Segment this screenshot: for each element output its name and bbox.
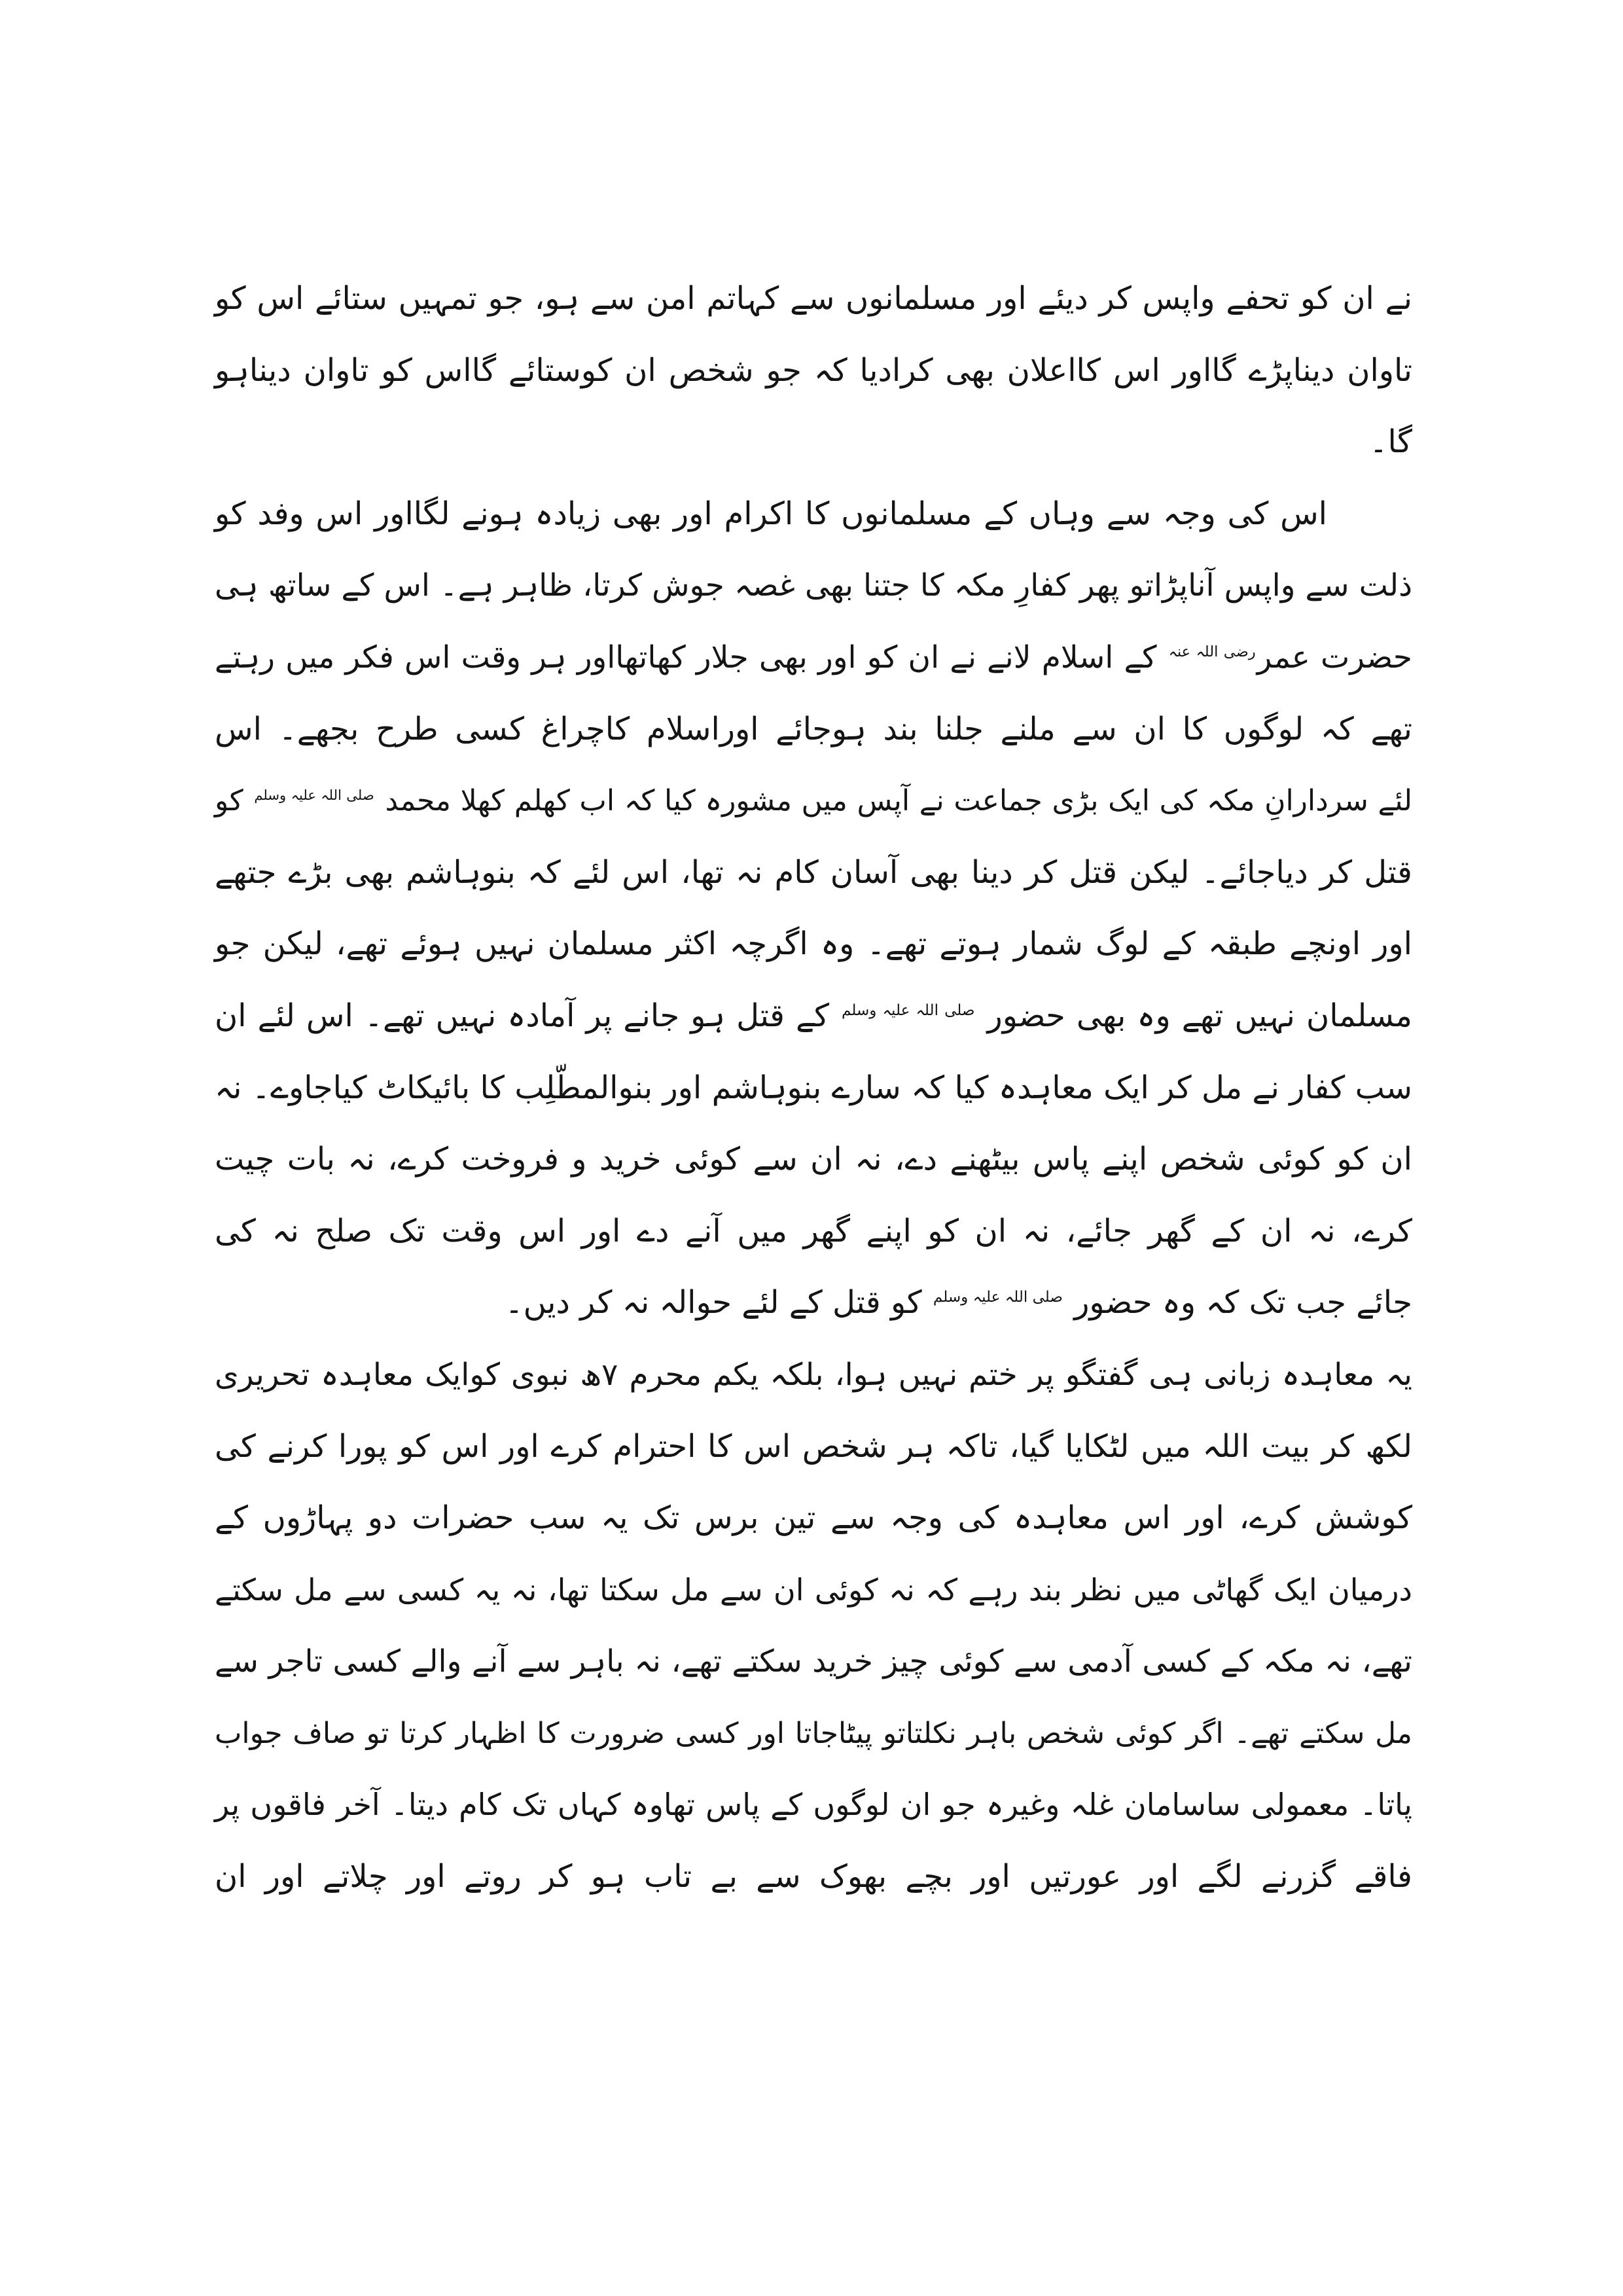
honorific: صلی اللہ علیہ وسلم <box>933 1289 1063 1306</box>
line-text: کو قتل کے لئے حوالہ نہ کر دیں۔ <box>505 1284 922 1321</box>
text-line: تھے کہ لوگوں کا ان سے ملنے جلنا بند ہوجائے اوراسلام کاچراغ کسی طرح بجھے۔ اس <box>215 710 1412 747</box>
line-text: حضرت عمر <box>1257 639 1412 675</box>
text-line <box>215 1267 1412 1339</box>
text-line: پاتا۔ معمولی ساسامان غلہ وغیرہ جو ان لوگوں کے پاس تھاوہ کہاں تک کام دیتا۔ آخر فاقوں پر <box>215 1787 1412 1823</box>
text-line: قتل کر دیاجائے۔ لیکن قتل کر دینا بھی آسان کام نہ تھا، اس لئے کہ بنوہاشم بھی بڑے جتھے <box>215 853 1412 891</box>
text-line: تھے، نہ مکہ کے کسی آدمی سے کوئی چیز خرید سکتے تھے، نہ باہر سے آنے والے کسی تاجر سے <box>215 1643 1412 1680</box>
body-text <box>215 263 1412 1913</box>
line-text: کے اسلام لانے نے ان کو اور بھی جلار کھاتھااور ہر وقت اس فکر میں رہتے <box>215 639 1157 675</box>
honorific: صلی اللہ علیہ وسلم <box>254 787 374 804</box>
text-line: نے ان کو تحفے واپس کر دیئے اور مسلمانوں سے کہاتم امن سے ہو، جو تمہیں ستائے اس کو <box>215 280 1413 317</box>
line-text: کے قتل ہو جانے پر آمادہ نہیں تھے۔ اس لئے ان <box>215 997 829 1034</box>
line-text: لئے سردارانِ مکہ کی ایک بڑی جماعت نے آپس میں مشورہ کیا کہ اب کھلم کھلا محمد <box>385 784 1412 818</box>
honorific: صلی اللہ علیہ وسلم <box>842 1001 975 1019</box>
text-line <box>215 980 1412 1052</box>
text-line: اس کی وجہ سے وہاں کے مسلمانوں کا اکرام اور بھی زیادہ ہونے لگااور اس وفد کو <box>215 495 1327 532</box>
text-line: گا۔ <box>1369 423 1412 461</box>
line-text: مسلمان نہیں تھے وہ بھی حضور <box>987 997 1413 1034</box>
text-line: کوشش کرے، اور اس معاہدہ کی وجہ سے تین برس تک یہ سب حضرات دو پہاڑوں کے <box>215 1499 1412 1537</box>
honorific: رضی اللہ عنہ <box>1168 643 1256 661</box>
text-line: درمیان ایک گھاٹی میں نظر بند رہے کہ نہ کوئی ان سے مل سکتا تھا، نہ یہ کسی سے مل سکتے <box>215 1571 1412 1607</box>
text-line: مل سکتے تھے۔ اگر کوئی شخص باہر نکلتاتو پیٹاجاتا اور کسی ضرورت کا اظہار کرتا تو صاف جواب <box>215 1716 1412 1750</box>
text-line: تاوان دیناپڑے گااور اس کااعلان بھی کرادیا کہ جو شخص ان کوستائے گااس کو تاوان دیناہو <box>215 351 1412 389</box>
line-text: کو <box>215 784 243 818</box>
text-line: سب کفار نے مل کر ایک معاہدہ کیا کہ سارے بنوہاشم اور بنوالمطّلِب کا بائیکاٹ کیاجاوے۔ نہ <box>215 1069 1412 1106</box>
text-line <box>215 765 1412 837</box>
text-line: کرے، نہ ان کے گھر جائے، نہ ان کو اپنے گھر میں آنے دے اور اس وقت تک صلح نہ کی <box>215 1212 1412 1249</box>
text-line <box>215 622 1412 694</box>
line-text: جائے جب تک کہ وہ حضور <box>1074 1284 1412 1321</box>
text-line: یہ معاہدہ زبانی ہی گفتگو پر ختم نہیں ہوا، بلکہ یکم محرم ۷ھ نبوی کوایک معاہدہ تحریری <box>215 1356 1413 1393</box>
paragraph-3 <box>215 1339 1412 1913</box>
text-line: لکھ کر بیت اللہ میں لٹکایا گیا، تاکہ ہر شخص اس کا احترام کرے اور اس کو پورا کرنے کی <box>215 1427 1412 1465</box>
text-line: ان کو کوئی شخص اپنے پاس بیٹھنے دے، نہ ان سے کوئی خرید و فروخت کرے، نہ بات چیت <box>215 1141 1412 1178</box>
paragraph-2 <box>215 478 1412 1339</box>
text-line: ذلت سے واپس آناپڑاتو پھر کفارِ مکہ کا جتنا بھی غصہ جوش کرتا، ظاہر ہے۔ اس کے ساتھ ہی <box>215 567 1412 604</box>
text-line: فاقے گزرنے لگے اور عورتیں اور بچے بھوک سے بے تاب ہو کر روتے اور چلاتے اور ان <box>215 1858 1412 1895</box>
paragraph-1 <box>215 263 1412 478</box>
text-line: اور اونچے طبقہ کے لوگ شمار ہوتے تھے۔ وہ اگرچہ اکثر مسلمان نہیں ہوئے تھے، لیکن جو <box>215 925 1412 963</box>
